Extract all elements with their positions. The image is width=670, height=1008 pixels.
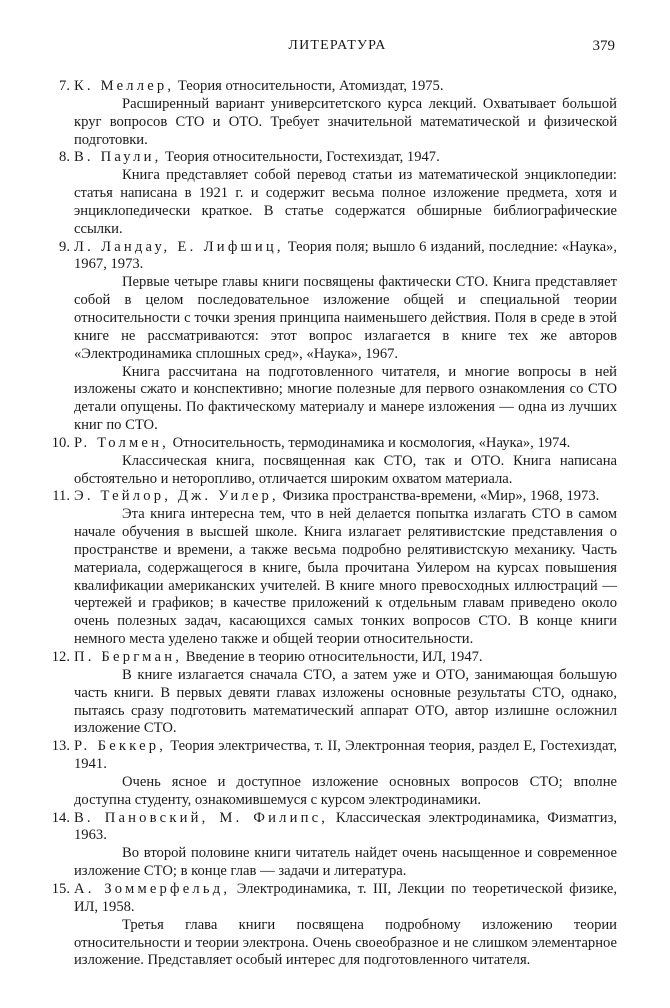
entry-number: 12. — [51, 649, 70, 665]
entry-author: Э. Тейлор, Дж. Уилер, — [74, 488, 279, 505]
entry-annotation: Во второй половине книги читатель найдет очень насыщенное и современное изложение СТО; в конце глав — задачи и литература. — [74, 845, 617, 880]
entry-citation — [74, 488, 617, 506]
entry-citation — [74, 149, 617, 167]
entry-author: В. Пановский, М. Филипс, — [74, 809, 329, 826]
entry-author: А. Зоммерфельд, — [74, 880, 231, 897]
bibliography-list — [46, 78, 617, 970]
entry-author: К. Меллер, — [74, 78, 175, 94]
bibliography-entry — [46, 149, 617, 238]
entry-annotation: В книге излагается сначала СТО, а затем уже и ОТО, занимающая большую часть книги. В первых девяти главах изложены основные результаты СТО, однако, пытаясь сразу подготовить математический аппарат ОТО, автор излишне осложнил изложение СТО. — [74, 666, 617, 737]
bibliography-entry — [46, 810, 617, 881]
entry-annotation: Книга рассчитана на подготовленного читателя, и многие вопросы в ней изложены сжато и конспективно; многие полезные для первого ознакомления со СТО детали опущены. По фактическому материалу и манере изложения — одна из лучших книг по СТО. — [74, 363, 617, 434]
entry-reference: Классическая электродинамика, Физматгиз, 1963. — [74, 809, 618, 844]
page-header — [60, 38, 615, 60]
entry-number: 9. — [59, 238, 70, 255]
entry-citation — [74, 810, 617, 846]
entry-annotation: Классическая книга, посвященная как СТО, так и ОТО. Книга написана обстоятельно и неторопливо, отличается широким охватом материала. — [74, 452, 617, 487]
entry-reference: Теория относительности, Атомиздат, 1975. — [174, 78, 444, 94]
entry-number: 14. — [51, 809, 70, 826]
entry-reference: Теория электричества, т. II, Электронная теория, раздел Е, Гостехиздат, 1941. — [74, 738, 618, 773]
entry-number: 11. — [52, 488, 70, 505]
bibliography-entry — [46, 78, 617, 149]
entry-citation — [74, 239, 617, 275]
entry-annotation: Очень ясное и доступное изложение основных вопросов СТО; вполне доступна студенту, ознакомившемуся с курсом электродинамики. — [74, 773, 617, 808]
page-number: 379 — [592, 38, 615, 54]
entry-annotation: Книга представляет собой перевод статьи из математической энциклопедии: статья написана в 1921 г. и содержит весьма полное изложение предмета, хотя и энциклопедически краткое. В статье содержатся обширные библиографические ссылки. — [74, 167, 617, 237]
bibliography-entry — [46, 881, 617, 970]
entry-author: Р. Беккер, — [74, 738, 167, 755]
entry-author: Р. Толмен, — [74, 434, 169, 451]
entry-citation — [74, 649, 617, 667]
running-title: ЛИТЕРАТУРА — [288, 38, 387, 53]
entry-number: 10. — [51, 434, 70, 451]
bibliography-entry — [46, 738, 617, 809]
entry-citation — [74, 738, 617, 774]
entry-annotation: Третья глава книги посвящена подробному изложению теории относительности и теории электрона. Очень своеобразное и не слишком элементарное изложение. Представляет особый интерес для подготовленного читателя. — [74, 916, 617, 969]
entry-annotation: Эта книга интересна тем, что в ней делается попытка излагать СТО в самом начале обучения в высшей школе. Книга излагает релятивистские представления о пространстве и времени, а также весьма подробно релятивистскую механику. Часть материала, содержащегося в книге, была прочитана Уилером на курсах повышения квалификации американских учителей. В книге много превосходных иллюстраций — чертежей и графиков; в качестве приложений к отдельным главам приведено около очень полезных задач, касающихся самых тонких вопросов СТО. В конце книги немного места уделено также и общей теории относительности. — [74, 506, 617, 648]
entry-annotation: Расширенный вариант университетского курса лекций. Охватывает большой круг вопросов СТО и ОТО. Требует значительной математической и физической подготовки. — [74, 95, 617, 148]
entry-reference: Относительность, термодинамика и космология, «Наука», 1974. — [168, 434, 571, 451]
entry-number: 15. — [51, 880, 70, 897]
entry-citation — [74, 881, 617, 917]
entry-number: 8. — [59, 149, 70, 166]
entry-reference: Физика пространства-времени, «Мир», 1968, 1973. — [278, 488, 600, 505]
entry-number: 13. — [51, 738, 70, 755]
bibliography-entry — [46, 239, 617, 435]
entry-number: 7. — [59, 78, 70, 94]
bibliography-entry — [46, 649, 617, 738]
entry-author: Л. Ландау, Е. Лифшиц, — [74, 238, 284, 255]
entry-reference: Электродинамика, т. III, Лекции по теоретической физике, ИЛ, 1958. — [74, 880, 617, 915]
entry-citation — [74, 78, 617, 96]
entry-author: В. Паули, — [74, 149, 162, 166]
bibliography-entry — [46, 488, 617, 649]
entry-citation — [74, 435, 617, 453]
entry-author: П. Бергман, — [74, 649, 183, 665]
entry-annotation: Первые четыре главы книги посвящены фактически СТО. Книга представляет собой в целом последовательное изложение общей и специальной теории относительности с точки зрения принципа наименьшего действия. Поля в среде в этой книге не рассматриваются: этот вопрос излагается в книге тех же авторов «Электродинамика сплошных сред», «Наука», 1967. — [74, 274, 617, 362]
entry-reference: Теория относительности, Гостехиздат, 1947. — [161, 149, 440, 166]
entry-reference: Теория поля; вышло 6 изданий, последние: «Наука», 1967, 1973. — [74, 238, 617, 273]
entry-reference: Введение в теорию относительности, ИЛ, 1947. — [182, 649, 483, 665]
bibliography-entry — [46, 435, 617, 489]
